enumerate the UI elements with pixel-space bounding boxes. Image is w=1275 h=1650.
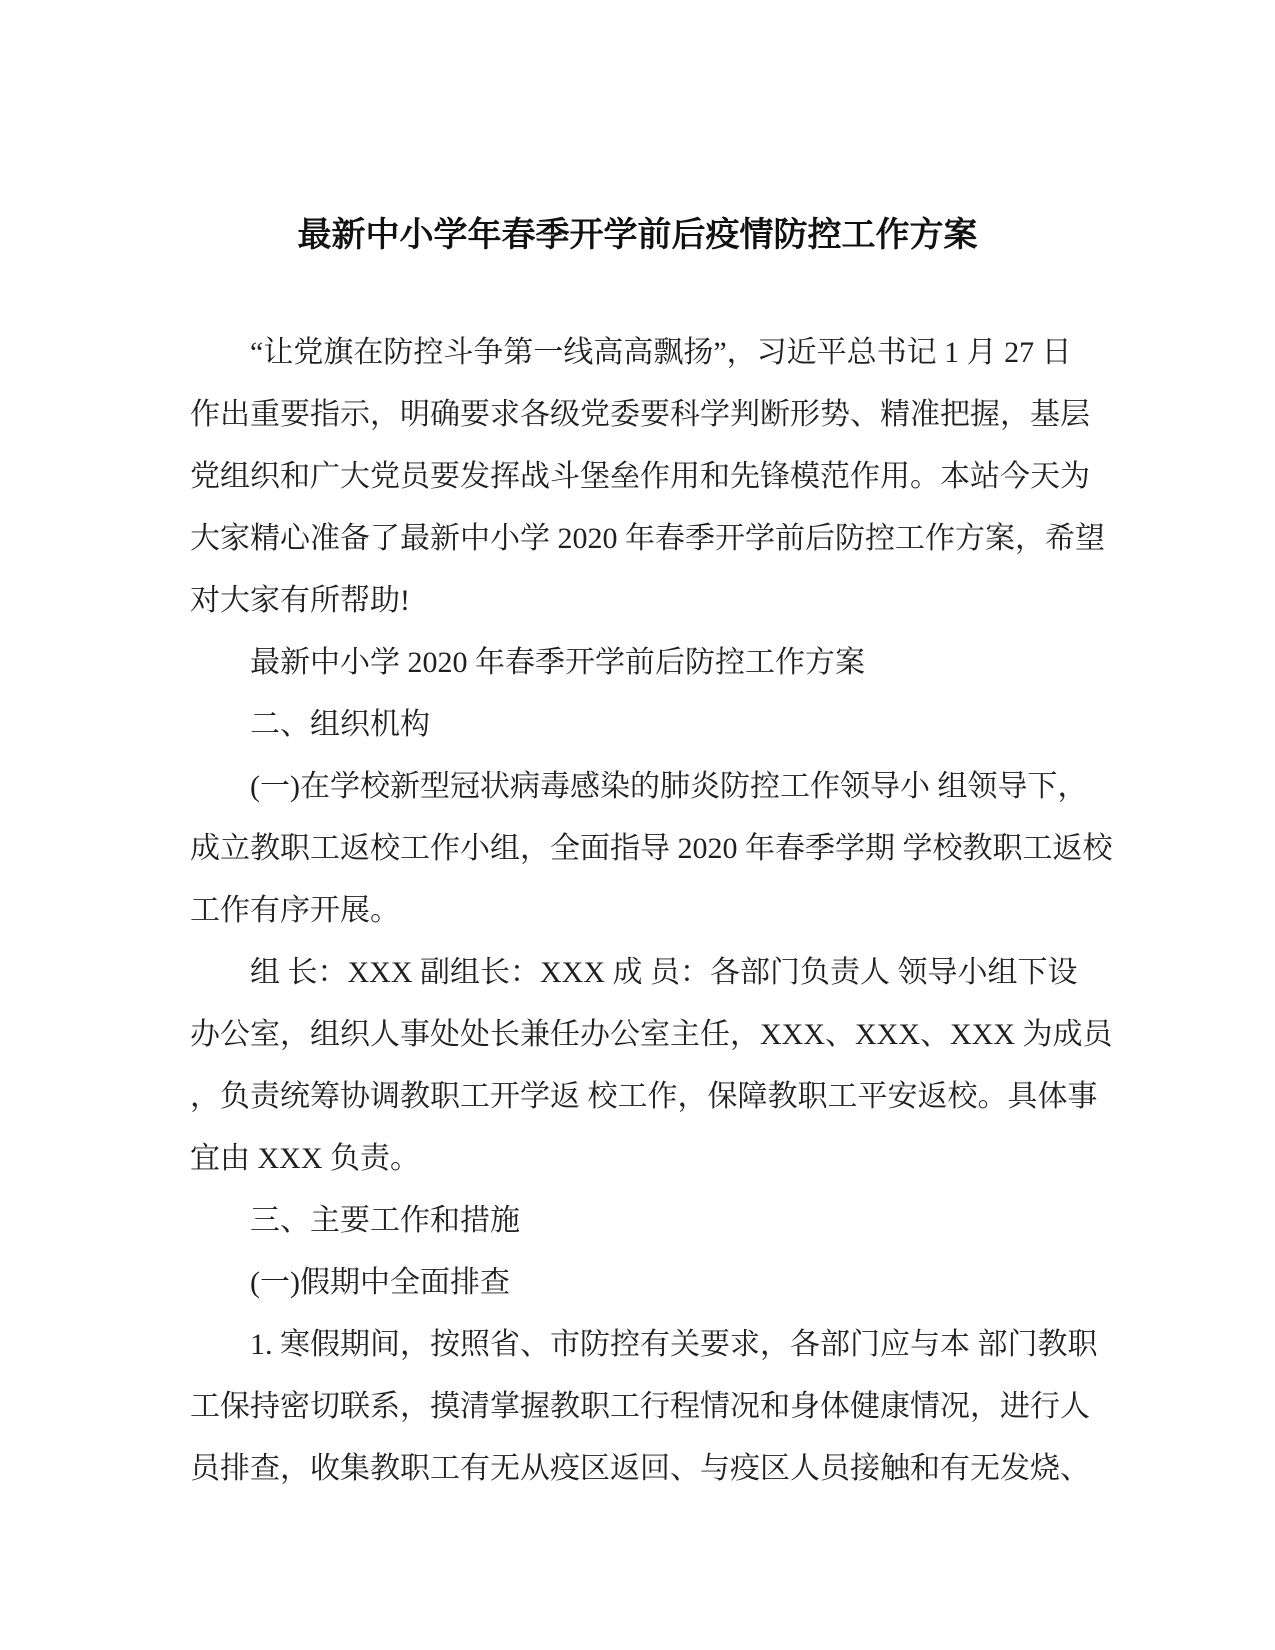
document-title: 最新中小学年春季开学前后疫情防控工作方案 — [297, 216, 978, 254]
paragraph — [190, 322, 1105, 632]
text-line: 办公室，组织人事处处长兼任办公室主任，XXX、XXX、XXX 为成员 — [190, 1018, 1113, 1051]
text-line: 成立教职工返校工作小组，全面指导 2020 年春季学期 学校教职工返校 — [190, 832, 1113, 865]
text-line: 三、主要工作和措施 — [250, 1204, 520, 1237]
text-line: 1. 寒假期间，按照省、市防控有关要求，各部门应与本 部门教职 — [250, 1328, 1098, 1361]
text-line: “让党旗在防控斗争第一线高高飘扬”，习近平总书记 1 月 27 日 — [250, 336, 1072, 369]
text-line: 大家精心准备了最新中小学 2020 年春季开学前后防控工作方案，希望 — [190, 522, 1105, 555]
text-line: (一)在学校新型冠状病毒感染的肺炎防控工作领导小 组领导下， — [250, 770, 1088, 803]
text-line: 工作有序开展。 — [190, 894, 400, 927]
text-line: 二、组织机构 — [250, 708, 430, 741]
text-line: 党组织和广大党员要发挥战斗堡垒作用和先锋模范作用。本站今天为 — [190, 460, 1090, 493]
paragraph — [190, 632, 1092, 694]
text-line: (一)假期中全面排查 — [250, 1266, 510, 1299]
text-line: ，负责统筹协调教职工开学返 校工作，保障教职工平安返校。具体事 — [190, 1080, 1098, 1113]
text-line: 员排查，收集教职工有无从疫区返回、与疫区人员接触和有无发烧、 — [190, 1452, 1090, 1485]
text-line: 对大家有所帮助! — [190, 584, 410, 617]
paragraph — [190, 942, 1113, 1190]
text-line: 工保持密切联系，摸清掌握教职工行程情况和身体健康情况，进行人 — [190, 1390, 1090, 1423]
text-line: 宜由 XXX 负责。 — [190, 1142, 420, 1175]
paragraph — [190, 1190, 1092, 1252]
paragraph — [190, 756, 1113, 942]
document-body — [190, 322, 1113, 1500]
paragraph — [190, 1314, 1098, 1500]
text-line: 最新中小学 2020 年春季开学前后防控工作方案 — [250, 646, 865, 679]
paragraph — [190, 1252, 1092, 1314]
text-line: 作出重要指示，明确要求各级党委要科学判断形势、精准把握，基层 — [190, 398, 1090, 431]
paragraph — [190, 694, 1092, 756]
text-line: 组 长：XXX 副组长：XXX 成 员：各部门负责人 领导小组下设 — [250, 956, 1078, 989]
